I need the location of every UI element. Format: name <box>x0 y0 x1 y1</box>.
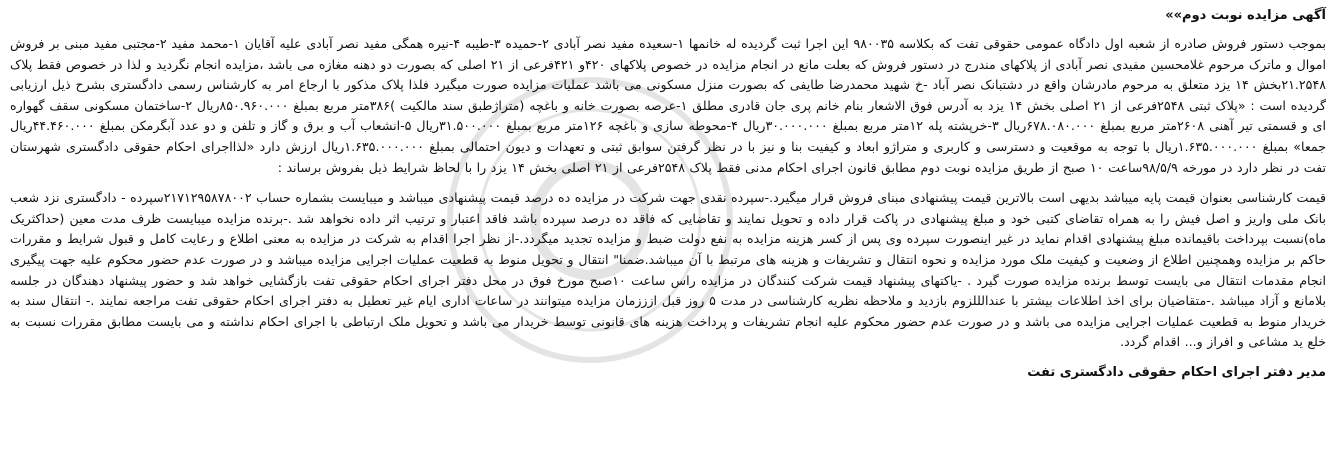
notice-title: آگهی مزایده نوبت دوم»» <box>1165 8 1326 23</box>
notice-paragraph-2: قیمت کارشناسی بعنوان قیمت پایه میباشد بدیهی است بالاترین قیمت پیشنهادی مبنای فروش قرار میگیرد.-سپرده نقدی جهت شرکت در مزایده ده درصد قیمت پیشنهادی میباشد و میبایست بشماره حساب ۲۱۷۱۲۹۵۸۷۸۰۰۲سپرده - دادگستری نزد شعب بانک ملی واریز و اصل فیش را به همراه تقاضای کتبی خود و مبلغ پیشنهادی در پاکت قرار داده و تحویل نمایند و تقاضایی که فاقد ده درصد سپرده باشد فاقد اعتبار و ترتیب اثر داده نخواهد شد .-برنده مزایده میبایست ظرف مدت معین (حداکثریک ماه)نسبت بپرداخت باقیمانده مبلغ پیشنهادی اقدام نماید در غیر اینصورت سپرده وی پس از کسر هزینه مزایده به نفع دولت ضبط و مزایده تجدید میگردد.-از نظر اجرا اقدام به شرکت در مزایده به معنی اطلاع و رعایت کامل و قبول شرایط و مقررات حاکم بر مزایده وهمچنین اطلاع از وضعیت و کیفیت ملک مورد مزایده و نحوه انتقال و تشریفات و هزینه های مرتبط با آن میباشد.ضمنا" انتقال و تحویل منوط به قطعیت عملیات اجرایی مزایده میباشد و در صورت عدم حضور محکوم علیه جهت پیگیری انجام مقدمات انتقال می بایست توسط برنده مزایده صورت گیرد . -یاکتهای پیشنهاد قیمت شرکت کنندگان در مزایده راس ساعت ۱۰صبح مورخ فوق در محل دفتر اجرای احکام حقوقی تفت بازگشایی خواهد شد و حضور پیشنهاد دهندگان در جلسه بلامانع و آزاد میباشد .-متقاضیان برای اخذ اطلاعات بیشتر با عندالللزوم بازدید و ملاحظه نظریه کارشناسی در مدت ۵ روز قبل ازززمان مزایده میتوانند در ساعات اداری ایام غیر تعطیل به دفتر اجرای احکام حقوقی تفت مراجعه نمایند .- انتقال سند به خریدار منوط به قطعیت عملیات اجرایی مزایده می باشد و در صورت عدم حضور محکوم علیه انجام تشریفات و پرداخت هزینه های قانونی توسط خریدار می باشد و تحویل ملک ارتباطی با اجرای احکام نداشته و می بایست مطابق مقررات نسبت به خلع ید مشاعی و افراز و... اقدام گردد. <box>10 190 1326 350</box>
notice-document <box>10 6 1326 464</box>
notice-signature: مدیر دفتر اجرای احکام حقوقی دادگستری تفت <box>1027 364 1326 380</box>
notice-paragraph-1: بموجب دستور فروش صادره از شعبه اول دادگاه عمومی حقوقی تفت که بکلاسه ۹۸۰۰۳۵ این اجرا ثبت گردیده له خانمها ۱-سعیده مفید نصر آبادی ۲-حمیده ۳-طیبه ۴-نیره همگی مفید نصر آبادی علیه آقایان ۱-محمد مفید ۲-مجتبی مفید مبنی بر فروش اموال و ماترک مرحوم غلامحسین مفیدی نصر آبادی از پلاکهای مندرج در دستور فروش که بعلت مانع در انجام مزایده در خصوص پلاکهای ۴۲۰و ۴۲۱فرعی از ۲۱ اصلی که بصورت دو دهنه مغازه می باشد ،مزایده انجام نگردید و لذا در خصوص فقط پلاک ۲۱.۲۵۴۸بخش ۱۴ یزد متعلق به مرحوم مادرشان واقع در دشتبانک نصر آباد -خ شهید محمدرضا طایفی که بصورت منزل مسکونی می باشد عملیات مزایده صورت میگیرد فلذا پلاک مذکور با ارجاع امر به کارشناس رسمی دادگستری بشرح ذیل ارزیابی گردیده است : «پلاک ثبتی ۲۵۴۸فرعی از ۲۱ اصلی بخش ۱۴ یزد به آدرس فوق الاشعار بنام خانم پری جان قادری مطلق ۱-عرصه بصورت خانه و باغچه (متراژطبق سند مالکیت )۳۸۶متر مربع بمبلغ ۸۵۰.۹۶۰.۰۰۰ریال ۲-ساختمان مسکونی سقف گهواره ای و قسمتی تیر آهنی ۲۶۰۸متر مربع بمبلغ ۶۷۸.۰۸۰.۰۰۰ریال ۳-خرپشته پله ۱۲متر مربع بمبلغ ۳۰.۰۰۰.۰۰۰ریال ۴-محوطه سازی و باغچه ۱۲۶متر مربع بمبلغ ۳۱.۵۰۰.۰۰۰ریال ۵-انشعاب آب و برق و گاز و تلفن و دو عدد آبگرمکن بمبلغ ۴۴.۴۶۰.۰۰۰ریال جمعا» بمبلغ ۱.۶۳۵.۰۰۰.۰۰۰ریال با توجه به موقعیت و دسترسی و کاربری و متراژو ابعاد و کیفیت بنا و نیز با در نظر گرفتن سوابق ثبتی و تعهدات و دیون احتمالی بمبلغ ۱.۶۳۵.۰۰۰.۰۰۰ریال ارزش دارد «لذااجرای احکام حقوقی دادگستری شهرستان تفت در نظر دارد در مورخه ۹۸/۵/۹ساعت ۱۰ صبح از طریق مزایده نوبت دوم مطابق قانون اجرای احکام مدنی فقط پلاک ۲۵۴۸فرعی از ۲۱ اصلی بخش ۱۴ یزد را با لحاظ شرایط ذیل بفروش برساند : <box>10 36 1327 175</box>
